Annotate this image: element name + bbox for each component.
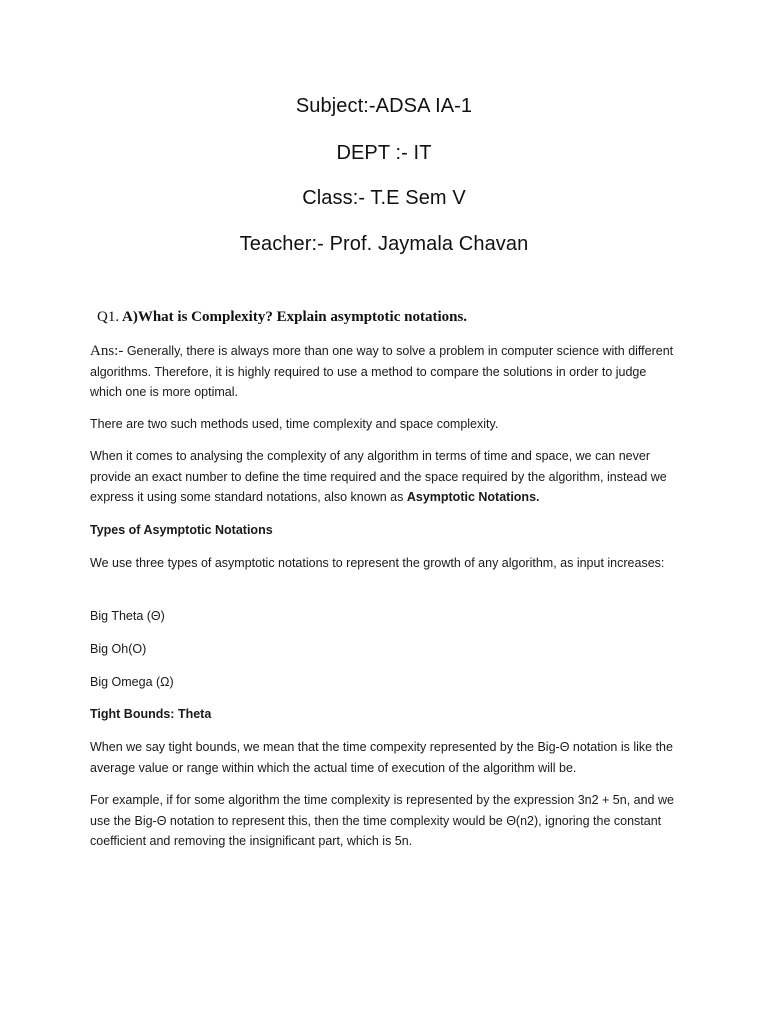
types-heading: Types of Asymptotic Notations — [90, 523, 273, 537]
question-text: A)What is Complexity? Explain asymptotic notations. — [119, 309, 468, 325]
type-big-theta: Big Theta (Θ) — [90, 609, 165, 623]
notations-bold-text: Asymptotic Notations. — [406, 490, 540, 504]
dept-heading: DEPT :- IT — [336, 142, 432, 164]
answer-intro-text: Generally, there is always more than one way to solve a problem in computer science with different algorithms. Therefore, it is highly required to use a method to compare the solutions in order to judge which one is more optimal. — [90, 344, 674, 399]
type-big-oh: Big Oh(O) — [90, 642, 147, 656]
teacher-heading: Teacher:- Prof. Jaymala Chavan — [239, 233, 529, 255]
methods-paragraph: There are two such methods used, time complexity and space complexity. — [90, 417, 499, 431]
tight-bounds-paragraph: When we say tight bounds, we mean that the time compexity represented by the Big-Θ notation is like the average value or range within which the actual time of execution of the algorithm will be. — [90, 740, 673, 775]
answer-intro-paragraph — [90, 341, 680, 403]
question-1 — [97, 309, 467, 326]
question-prefix: Q1. — [97, 309, 120, 325]
answer-label: Ans:- — [90, 343, 124, 359]
types-intro-paragraph: We use three types of asymptotic notations to represent the growth of any algorithm, as input increases: — [90, 556, 665, 570]
type-big-omega: Big Omega (Ω) — [90, 675, 174, 689]
notations-intro-text: When it comes to analysing the complexity of any algorithm in terms of time and space, we can never provide an exact number to define the time required and the space required by the algorithm, instead we express it using some standard notations, also known as — [90, 449, 667, 504]
example-paragraph: For example, if for some algorithm the time complexity is represented by the expression 3n2 + 5n, and we use the Big-Θ notation to represent this, then the time complexity would be Θ(n2), ignoring the constant coefficient and removing the insignificant part, which is 5n. — [90, 793, 674, 848]
class-heading: Class:- T.E Sem V — [302, 187, 466, 209]
subject-heading: Subject:-ADSA IA-1 — [295, 95, 473, 117]
notations-paragraph — [90, 446, 680, 508]
tight-bounds-heading: Tight Bounds: Theta — [90, 707, 212, 721]
